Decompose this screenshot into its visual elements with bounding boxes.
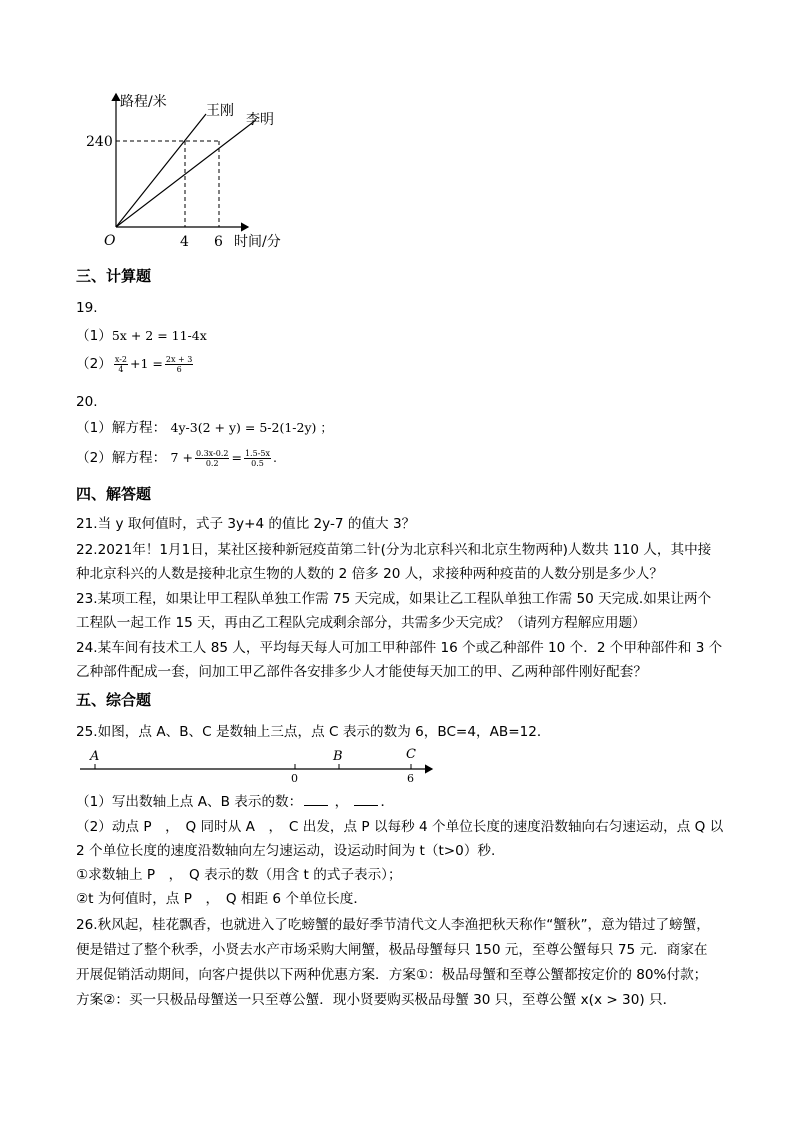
q26-line1: 26.秋风起，桂花飘香，也就进入了吃螃蟹的最好季节清代文人李渔把秋天称作“蟹秋”，意为错过了螃蟹， <box>76 917 710 933</box>
x-axis-label: 时间/分 <box>234 234 281 250</box>
liming-label: 李明 <box>246 112 274 128</box>
q25-sub2: ②t 为何值时，点 P ， Q 相距 6 个单位长度． <box>76 891 367 907</box>
liming-line <box>116 120 256 227</box>
label-C: C <box>406 747 416 762</box>
label-A: A <box>90 749 100 764</box>
y-tick-240: 240 <box>86 134 113 150</box>
q23-line1: 23.某项工程，如果让甲工程队单独工作需 75 天完成，如果让乙工程队单独工作需 50 天完成.如果让两个 <box>76 591 712 607</box>
wanggang-line <box>116 114 206 227</box>
q22-line2: 种北京科兴的人数是接种北京生物的人数的 2 倍多 20 人，求接种两种疫苗的人数分别是多少人？ <box>76 566 663 582</box>
y-axis-label: 路程/米 <box>120 94 167 110</box>
label-B: B <box>333 749 343 764</box>
section-title-comprehensive: 五、综合题 <box>76 691 152 709</box>
q20-number: 20. <box>76 394 98 410</box>
q26-line4: 方案②：买一只极品母蟹送一只至尊公蟹．现小贤要购买极品母蟹 30 只，至尊公蟹 x(x > 30) 只． <box>76 992 677 1008</box>
q19-part1: （1）5x + 2 = 11-4x <box>76 328 207 344</box>
number-line <box>76 742 446 784</box>
origin-label: O <box>104 233 116 249</box>
q24-line2: 乙种部件配成一套，问加工甲乙部件各安排多少人才能使每天加工的甲、乙两种部件刚好配套？ <box>76 664 647 680</box>
q24-line1: 24.某车间有技术工人 85 人，平均每天每人可加工甲种部件 16 个或乙种部件 10 个．2 个甲种部件和 3 个 <box>76 640 723 656</box>
x-tick-6: 6 <box>214 234 223 250</box>
q25-part2-line2: 2 个单位长度的速度沿数轴向左匀速运动，设运动时间为 t（t>0）秒. <box>76 843 496 859</box>
q25-part2-line1: （2）动点 P ， Q 同时从 A ， C 出发，点 P 以每秒 4 个单位长度的速度沿数轴向右匀速运动，点 Q 以 <box>76 819 724 835</box>
q26-line2: 便是错过了整个秋季，小贤去水产市场采购大闸蟹，极品母蟹每只 150 元，至尊公蟹每只 75 元．商家在 <box>76 942 708 958</box>
q20-part1: （1）解方程： 4y-3(2 + y) = 5-2(1-2y) ； <box>76 420 333 436</box>
q26-line3: 开展促销活动期间，向客户提供以下两种优惠方案．方案①：极品母蟹和至尊公蟹都按定价的 80%付款； <box>76 967 708 983</box>
label-zero: 0 <box>291 772 298 784</box>
label-six: 6 <box>407 772 414 784</box>
q23-line2: 工程队一起工作 15 天，再由乙工程队完成剩余部分，共需多少天完成？（请列方程解应用题） <box>76 615 646 631</box>
q19-number: 19. <box>76 300 98 316</box>
q21-text: 21.当 y 取何值时，式子 3y+4 的值比 2y-7 的值大 3？ <box>76 516 416 532</box>
q20-part2: （2）解方程： 7 + $\frac{0.3x-0.2}{0.2}$ = $\frac{1.5-5x}{0.5}$ . <box>76 448 277 468</box>
q25-intro: 25.如图，点 A、B、C 是数轴上三点，点 C 表示的数为 6，BC=4，AB=12． <box>76 724 551 740</box>
x-tick-4: 4 <box>180 234 189 250</box>
q25-part1: （1）写出数轴上点 A、B 表示的数： ， ． <box>76 791 394 812</box>
q25-sub1: ①求数轴上 P ， Q 表示的数（用含 t 的式子表示）； <box>76 867 402 883</box>
section-title-answer: 四、解答题 <box>76 485 152 503</box>
q22-line1: 22.2021年！1月1日，某社区接种新冠疫苗第二针(分为北京科兴和北京生物两种)人数共 110 人，其中接 <box>76 542 712 558</box>
distance-time-graph <box>80 84 300 254</box>
wanggang-label: 王刚 <box>206 103 234 119</box>
section-title-calculation: 三、计算题 <box>76 267 152 285</box>
q19-part2: （2） $\frac{x-2}{4}$ +1 = $\frac{2x + 3}{6}$ <box>76 354 193 374</box>
